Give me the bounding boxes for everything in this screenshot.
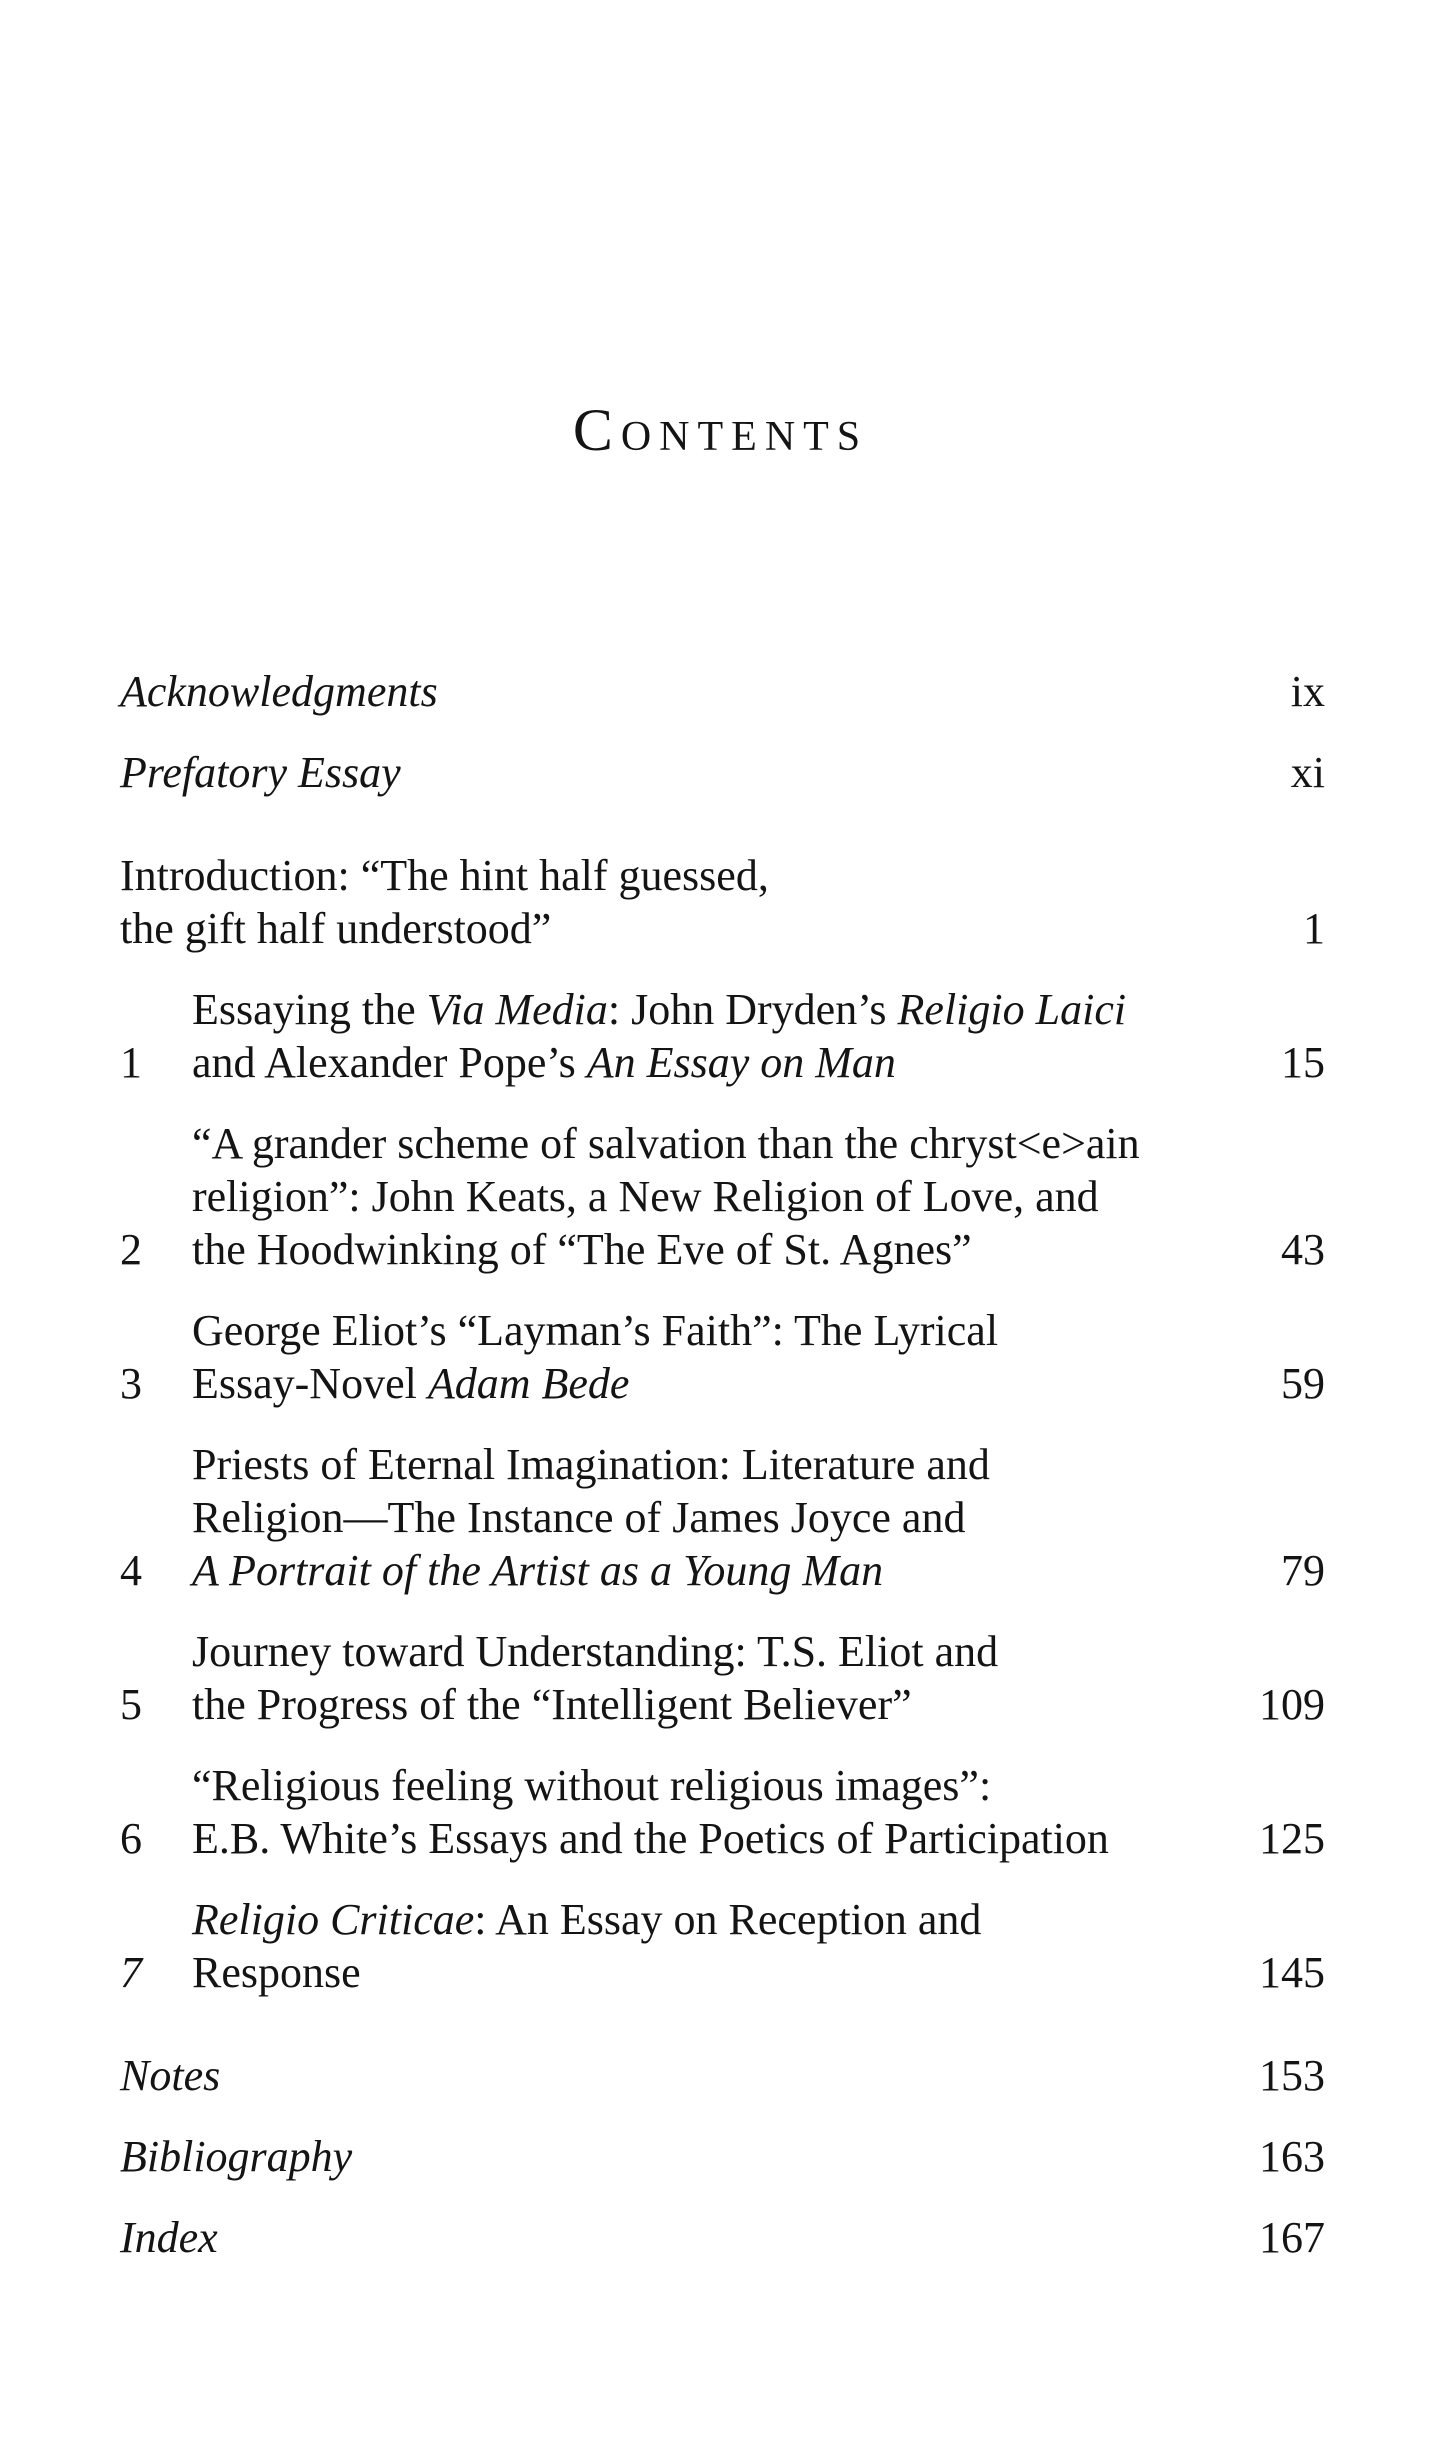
entry-line: the Hoodwinking of “The Eve of St. Agnes” [192, 1225, 972, 1274]
chapter-number: 4 [120, 1546, 142, 1595]
page-number: 109 [1259, 1680, 1325, 1729]
chapter-number: 6 [120, 1814, 142, 1863]
toc-entry-notes[interactable] [120, 2049, 1325, 2102]
entry-title: Index [120, 2213, 218, 2262]
entry-line: Journey toward Understanding: T.S. Eliot and [192, 1627, 999, 1676]
entry-line: Essay-Novel Adam Bede [192, 1359, 630, 1408]
entry-line: Introduction: “The hint half guessed, [120, 851, 769, 900]
page-number: 79 [1281, 1546, 1325, 1595]
page-number: 153 [1259, 2051, 1325, 2100]
toc-entry-prefatory-essay[interactable] [120, 746, 1325, 799]
page-number: 43 [1281, 1225, 1325, 1274]
entry-line: A Portrait of the Artist as a Young Man [192, 1546, 884, 1595]
entry-title [192, 1117, 1245, 1276]
page-number: 15 [1281, 1038, 1325, 1087]
page-number: 1 [1303, 904, 1325, 953]
toc-entry-acknowledgments[interactable] [120, 665, 1325, 718]
entry-line: George Eliot’s “Layman’s Faith”: The Lyrical [192, 1306, 999, 1355]
chapter-number: 5 [120, 1680, 142, 1729]
toc-entry-chapter-5[interactable] [120, 1625, 1325, 1731]
entry-title [192, 983, 1245, 1089]
entry-title [120, 849, 1245, 955]
toc-entry-introduction[interactable] [120, 849, 1325, 955]
entry-title [192, 1438, 1245, 1597]
entry-line: Priests of Eternal Imagination: Literature and [192, 1440, 990, 1489]
entry-line: Religio Criticae: An Essay on Reception and [192, 1895, 982, 1944]
page-number: 167 [1259, 2213, 1325, 2262]
entry-line: Essaying the Via Media: John Dryden’s Religio Laici [192, 985, 1127, 1034]
chapter-number: 3 [120, 1359, 142, 1408]
page-number: ix [1290, 667, 1325, 716]
entry-title: Acknowledgments [120, 667, 438, 716]
entry-line: religion”: John Keats, a New Religion of Love, and [192, 1172, 1099, 1221]
toc-entry-bibliography[interactable] [120, 2130, 1325, 2183]
entry-title [192, 1625, 1239, 1731]
entry-title [192, 1759, 1239, 1865]
table-of-contents [120, 665, 1325, 2264]
toc-entry-chapter-3[interactable] [120, 1304, 1325, 1410]
chapter-number: 2 [120, 1225, 142, 1274]
entry-title: Prefatory Essay [120, 748, 401, 797]
page-number: 125 [1259, 1814, 1325, 1863]
chapter-number: 1 [120, 1038, 142, 1087]
page-number: 163 [1259, 2132, 1325, 2181]
entry-title [192, 1893, 1239, 1999]
entry-title: Bibliography [120, 2132, 353, 2181]
entry-line: Response [192, 1948, 361, 1997]
toc-entry-chapter-7[interactable] [120, 1893, 1325, 1999]
entry-line: “Religious feeling without religious images”: [192, 1761, 992, 1810]
page-title: Contents [572, 397, 869, 463]
toc-entry-chapter-2[interactable] [120, 1117, 1325, 1276]
entry-line: the gift half understood” [120, 904, 552, 953]
entry-line: and Alexander Pope’s An Essay on Man [192, 1038, 896, 1087]
entry-line: Religion—The Instance of James Joyce and [192, 1493, 966, 1542]
entry-title: Notes [120, 2051, 221, 2100]
toc-entry-chapter-1[interactable] [120, 983, 1325, 1089]
entry-line: “A grander scheme of salvation than the chryst<e>ain [192, 1119, 1140, 1168]
chapter-number: 7 [120, 1948, 142, 1997]
entry-title [192, 1304, 1245, 1410]
entry-line: E.B. White’s Essays and the Poetics of Participation [192, 1814, 1109, 1863]
entry-line: the Progress of the “Intelligent Believer” [192, 1680, 912, 1729]
page-number: 145 [1259, 1948, 1325, 1997]
toc-entry-index[interactable] [120, 2211, 1325, 2264]
toc-entry-chapter-4[interactable] [120, 1438, 1325, 1597]
page-number: xi [1290, 748, 1325, 797]
toc-entry-chapter-6[interactable] [120, 1759, 1325, 1865]
page-number: 59 [1281, 1359, 1325, 1408]
